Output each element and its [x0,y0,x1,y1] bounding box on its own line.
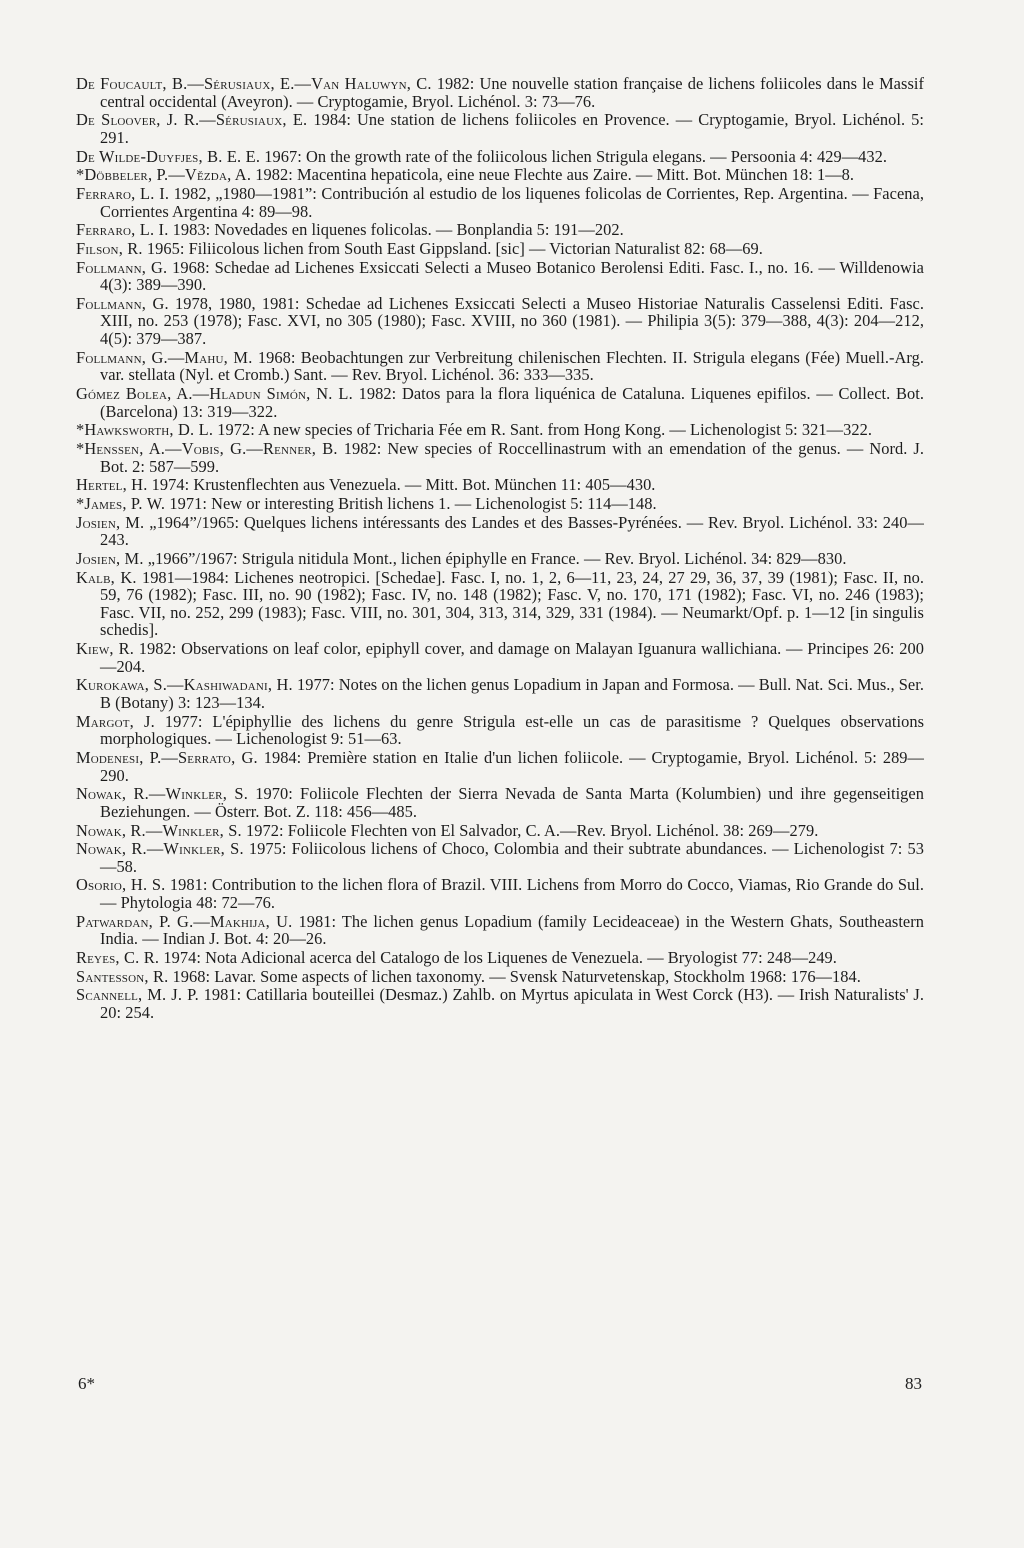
reference-citation: 1971: New or interesting British lichens 1. — Lichenologist 5: 114—148. [165,493,657,513]
reference-citation: 1982: Une nouvelle station française de lichens foliicoles dans le Massif central occidental (Aveyron). — Cryptogamie, Bryol. Lichénol. 3: 73—76. [100,74,924,111]
reference-authors: Kalb, K. [76,567,137,587]
reference-entry [76,968,924,986]
reference-citation: 1981—1984: Lichenes neotropici. [Schedae]. Fasc. I, no. 1, 2, 6—11, 23, 24, 27 29, 36, 37, 39 (1981); Fasc. II, no. 59, 76 (1982); Fasc. III, no. 90 (1982); Fasc. IV, no. 148 (1982); Fasc. V, no. 170, 171 (1982); Fasc. VI, no. 246 (1983); Fasc. VII, no. 252, 299 (1983); Fasc. VIII, no. 301, 304, 313, 314, 329, 331 (1984). — Neumarkt/Opf. p. 1—12 [in singulis schedis]. [100,567,924,640]
reference-authors: Gómez Bolea, A.—Hladun Simón, N. L. [76,384,353,404]
reference-authors: De Foucault, B.—Sérusiaux, E.—Van Haluwyn, C. [76,74,432,93]
reference-authors: Nowak, R.—Winkler, S. [76,839,244,859]
reference-authors: Kurokawa, S.—Kashiwadani, H. [76,675,293,695]
reference-authors: Santesson, R. [76,966,169,986]
reference-entry [76,476,924,494]
reference-entry [76,259,924,294]
reference-entry [76,75,924,110]
reference-citation: „1964”/1965: Quelques lichens intéressants des Landes et des Basses-Pyrénées. — Rev. Bryol. Lichénol. 33: 240—243. [100,512,924,550]
reference-citation: 1967: On the growth rate of the foliicolous lichen Strigula elegans. — Persoonia 4: 429—432. [260,146,888,166]
reference-authors: Ferraro, L. I. [76,220,169,240]
reference-authors: De Wilde-Duyfjes, B. E. E. [76,146,261,166]
reference-entry [76,713,924,748]
reference-citation: 1982: Observations on leaf color, epiphyll cover, and damage on Malayan Iguanura wallichiana. — Principes 26: 200—204. [100,639,924,676]
reference-citation: 1965: Filiicolous lichen from South East Gippsland. [sic] — Victorian Naturalist 82: 68—69. [142,238,763,258]
reference-entry [76,495,924,513]
reference-entry [76,949,924,967]
reference-citation: 1968: Lavar. Some aspects of lichen taxonomy. — Svensk Naturvetenskap, Stockholm 1968: 176—184. [168,966,861,986]
reference-authors: Josien, M. [76,548,144,568]
reference-citation: 1983: Novedades en liquenes folicolas. — Bonplandia 5: 191—202. [168,220,624,240]
reference-citation: 1982: Datos para la flora liquénica de Cataluna. Liquenes epifilos. — Collect. Bot. (Barcelona) 13: 319—322. [100,384,924,421]
reference-list [76,75,924,1023]
reference-citation: 1977: L'épiphyllie des lichens du genre Strigula est-elle un cas de parasitisme ? Quelques observations morphologiques. — Lichenologist 9: 51—63. [100,711,924,749]
reference-entry [76,913,924,948]
reference-entry [76,185,924,220]
reference-entry [76,166,924,184]
reference-authors: Modenesi, P.—Serrato, G. [76,747,258,767]
reference-entry [76,240,924,258]
reference-entry [76,822,924,840]
reference-authors: *Hawksworth, D. L. [76,420,214,440]
reference-citation: 1968: Beobachtungen zur Verbreitung chilenischen Flechten. II. Strigula elegans (Fée) Muell.-Arg. var. stellata (Nyl. et Cromb.) Sant. — Rev. Bryol. Lichénol. 36: 333—335. [100,347,924,385]
reference-authors: *Döbbeler, P.—Vězda, A. [76,165,252,185]
reference-citation: „1966”/1967: Strigula nitidula Mont., lichen épiphylle en France. — Rev. Bryol. Lichénol. 34: 829—830. [143,548,847,568]
reference-entry [76,148,924,166]
reference-authors: Scannell, M. J. P. [76,985,199,1005]
reference-citation: 1984: Une station de lichens foliicoles en Provence. — Cryptogamie, Bryol. Lichénol. 5: 291. [100,110,924,147]
reference-citation: 1972: A new species of Tricharia Fée em R. Sant. from Hong Kong. — Lichenologist 5: 321—322. [213,420,872,440]
reference-authors: De Sloover, J. R.—Sérusiaux, E. [76,110,308,130]
reference-citation: 1981: Catillaria bouteillei (Desmaz.) Zahlb. on Myrtus apiculata in West Corck (H3). — Irish Naturalists' J. 20: 254. [100,985,924,1022]
reference-authors: Hertel, H. [76,475,148,495]
signature-mark: 6* [78,1374,95,1393]
reference-citation: 1975: Foliicolous lichens of Choco, Colombia and their subtrate abundances. — Lichenologist 7: 53—58. [100,839,924,876]
reference-entry [76,295,924,348]
reference-authors: Follmann, G. [76,257,168,277]
reference-entry [76,385,924,420]
reference-entry [76,569,924,639]
reference-entry [76,421,924,439]
reference-entry [76,840,924,875]
reference-entry [76,349,924,384]
reference-citation: 1970: Foliicole Flechten der Sierra Nevada de Santa Marta (Kolumbien) und ihre gegenseitigen Beziehungen. — Österr. Bot. Z. 118: 456—485. [100,784,924,821]
reference-authors: Nowak, R.—Winkler, S. [76,820,242,840]
reference-authors: Margot, J. [76,711,155,731]
reference-entry [76,676,924,711]
reference-entry [76,111,924,146]
reference-entry [76,876,924,911]
reference-entry [76,785,924,820]
reference-citation: 1981: The lichen genus Lopadium (family Lecideaceae) in the Western Ghats, Southeastern India. — Indian J. Bot. 4: 20—26. [100,911,925,949]
reference-citation: 1982: New species of Roccellinastrum with an emendation of the genus. — Nord. J. Bot. 2: 587—599. [100,439,924,476]
reference-citation: 1984: Première station en Italie d'un lichen foliicole. — Cryptogamie, Bryol. Lichénol. 5: 289—290. [100,747,924,785]
reference-authors: Nowak, R.—Winkler, S. [76,784,249,804]
reference-authors: Osorio, H. S. [76,875,166,895]
reference-citation: 1974: Nota Adicional acerca del Catalogo de los Liquenes de Venezuela. — Bryologist 77: 248—249. [159,948,837,968]
reference-citation: 1972: Foliicole Flechten von El Salvador, C. A.—Rev. Bryol. Lichénol. 38: 269—279. [241,820,819,840]
reference-authors: Josien, M. [76,512,145,532]
reference-entry [76,640,924,675]
reference-entry [76,221,924,239]
reference-authors: Follmann, G. [76,293,169,313]
reference-authors: *Henssen, A.—Vobis, G.—Renner, B. [76,439,338,458]
reference-authors: Filson, R. [76,238,143,258]
reference-entry [76,514,924,549]
reference-authors: Reyes, C. R. [76,948,160,968]
page-footer [76,1374,924,1396]
reference-citation: 1981: Contribution to the lichen flora of Brazil. VIII. Lichens from Morro do Cocco, Viamas, Rio Grande do Sul. — Phytologia 48: 72—76. [100,875,924,913]
reference-entry [76,986,924,1021]
reference-entry [76,550,924,568]
reference-citation: 1974: Krustenflechten aus Venezuela. — Mitt. Bot. München 11: 405—430. [147,475,656,495]
reference-citation: 1968: Schedae ad Lichenes Exsiccati Selecti a Museo Botanico Berolensi Editi. Fasc. I., no. 16. — Willdenowia 4(3): 389—390. [100,257,924,295]
reference-citation: 1982, „1980—1981”: Contribución al estudio de los liquenes folicolas de Corrientes, Rep. Argentina. — Facena, Corrientes Argentina 4: 89—98. [100,183,924,221]
reference-citation: 1978, 1980, 1981: Schedae ad Lichenes Exsiccati Selecti a Museo Historiae Naturalis Casselensi Editi. Fasc. XIII, no. 253 (1978); Fasc. XVI, no 305 (1980); Fasc. XVIII, no 360 (1981). — Philipia 3(5): 379—388, 4(3): 204—212, 4(5): 379—387. [100,293,924,349]
reference-entry [76,749,924,784]
reference-authors: Kiew, R. [76,639,135,659]
page-number: 83 [905,1374,922,1393]
reference-authors: Follmann, G.—Mahu, M. [76,347,253,367]
reference-authors: Ferraro, L. I. [76,183,170,203]
reference-authors: Patwardan, P. G.—Makhija, U. [76,911,293,931]
reference-citation: 1977: Notes on the lichen genus Lopadium in Japan and Formosa. — Bull. Nat. Sci. Mus., Ser. B (Botany) 3: 123—134. [100,675,924,712]
reference-citation: 1982: Macentina hepaticola, eine neue Flechte aus Zaire. — Mitt. Bot. München 18: 1—8. [251,165,855,185]
reference-authors: *James, P. W. [76,493,166,513]
reference-entry [76,440,924,475]
